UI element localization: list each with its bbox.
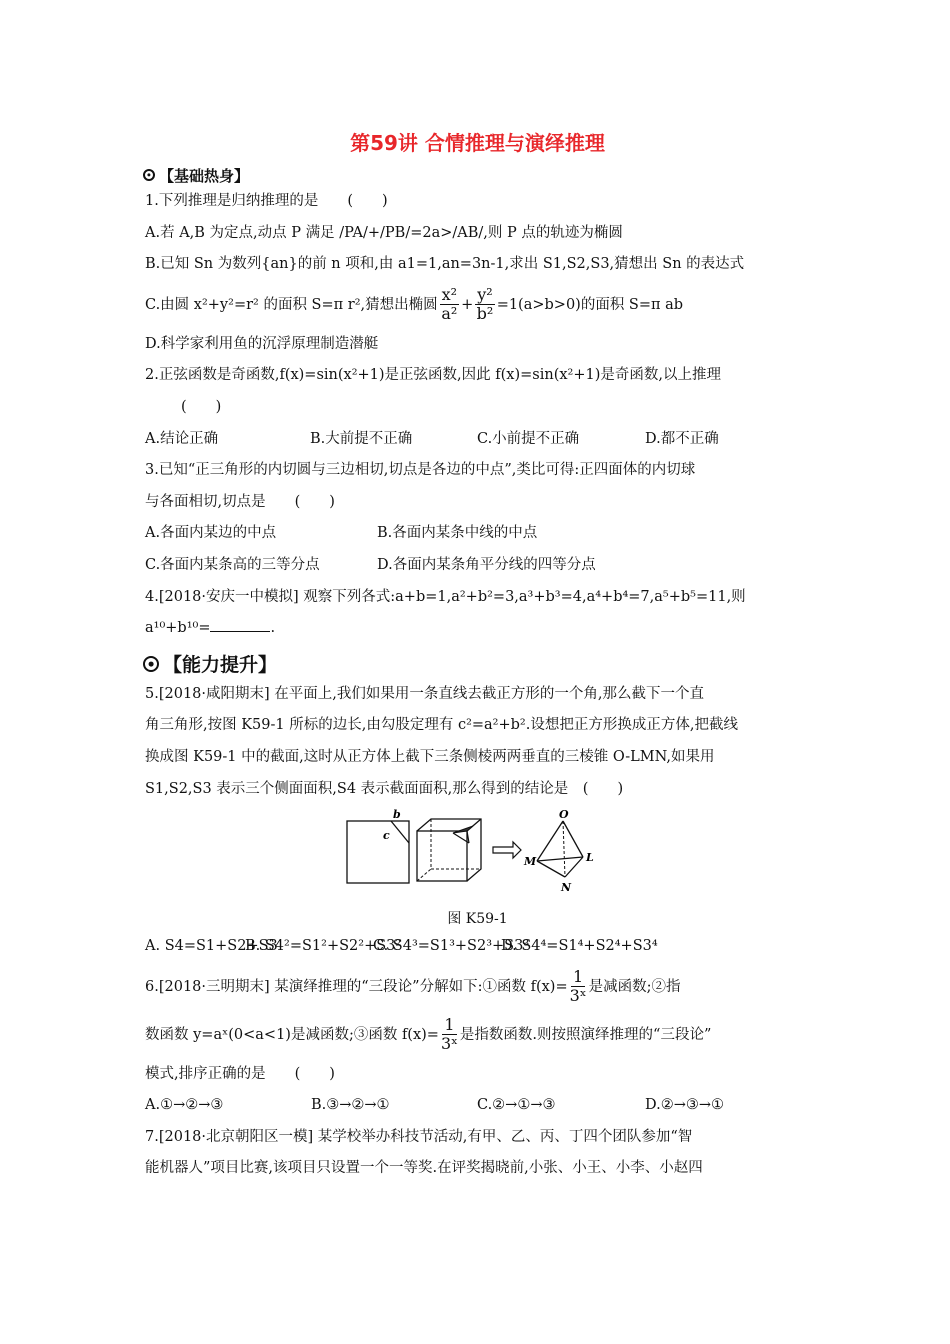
label-c: c — [383, 829, 390, 843]
section-heading: 【能力提升】 — [163, 654, 278, 677]
cube-hidden-edge — [417, 869, 431, 881]
edge-ml — [537, 857, 583, 861]
edge-on — [563, 821, 565, 877]
q3-options-row2 — [145, 550, 810, 582]
answer-blank — [210, 617, 270, 632]
cube-front — [417, 831, 467, 881]
worksheet-page — [145, 128, 810, 1185]
q3-option-b: B.各面内某条中线的中点 — [377, 525, 538, 542]
denominator: a² — [441, 304, 458, 324]
q3-stem-line1: 3.已知“正三角形的内切圆与三边相切,切点是各边的中点”,类比可得:正四面体的内切球 — [145, 462, 696, 479]
q1-option-a: A.若 A,B 为定点,动点 P 满足 /PA/+/PB/=2a>/AB/,则 P 点的轨迹为椭圆 — [145, 224, 623, 241]
q1-option-d: D.科学家利用鱼的沉浮原理制造潜艇 — [145, 335, 379, 352]
plus-sign: + — [461, 296, 474, 313]
section-basic-warmup — [143, 164, 810, 186]
cube-hidden-edges — [431, 819, 481, 869]
fraction — [570, 968, 587, 1005]
q6-stem-line3: 模式,排序正确的是 ( ) — [145, 1065, 335, 1082]
label-l: L — [586, 851, 594, 865]
edge-om — [537, 821, 563, 861]
figure-caption: 图 K59-1 — [447, 911, 508, 928]
fraction — [475, 286, 494, 323]
q3-stem-line2: 与各面相切,切点是 ( ) — [145, 493, 335, 510]
q6-text-tail: 是减函数;②指 — [588, 978, 681, 995]
numerator: 1 — [573, 967, 584, 987]
q5-option-d: D. S4⁴=S1⁴+S2⁴+S3⁴ — [501, 938, 658, 955]
section-heading: 【基础热身】 — [159, 166, 250, 185]
target-bullet-icon — [143, 656, 159, 672]
q6-stem-line1 — [145, 963, 810, 1011]
q7-stem-line1: 7.[2018·北京朝阳区一模] 某学校举办科技节活动,有甲、乙、丙、丁四个团队参加“智 — [145, 1128, 693, 1145]
q5-stem-line1: 5.[2018·咸阳期末] 在平面上,我们如果用一条直线去截正方形的一个角,那么截下一个直 — [145, 685, 704, 702]
q1-option-c-text: C.由圆 x²+y²=r² 的面积 S=π r²,猜想出椭圆 — [145, 296, 438, 313]
q3-option-c: C.各面内某条高的三等分点 — [145, 556, 320, 573]
numerator: 1 — [444, 1015, 455, 1035]
q3-option-d: D.各面内某条角平分线的四等分点 — [377, 556, 596, 573]
q2-option-c: C.小前提不正确 — [477, 430, 580, 447]
cube-back — [417, 819, 481, 881]
section-ability-boost — [143, 649, 810, 679]
q4-stem-line2 — [145, 613, 810, 645]
q6-text: 数函数 y=aˣ(0<a<1)是减函数;③函数 f(x)= — [145, 1026, 439, 1043]
q6-stem-line2 — [145, 1011, 810, 1059]
fraction — [441, 1016, 458, 1053]
q2-options — [145, 424, 810, 456]
q6-text: 6.[2018·三明期末] 某演绎推理的“三段论”分解如下:①函数 f(x)= — [145, 978, 568, 995]
q6-option-b: B.③→②→① — [311, 1097, 390, 1114]
q5-stem-line2: 角三角形,按图 K59-1 所标的边长,由勾股定理有 c²=a²+b².设想把正方形换成正方体,把截线 — [145, 717, 738, 734]
arrow-right-icon — [493, 842, 521, 858]
q5-option-c: C. S4³=S1³+S2³+S3³ — [373, 938, 530, 955]
q2-paren: ( ) — [181, 398, 222, 415]
q1-stem: 1.下列推理是归纳推理的是 ( ) — [145, 193, 388, 209]
denominator: 3ˣ — [440, 1034, 458, 1054]
q7-stem-line2: 能机器人”项目比赛,该项目只设置一个一等奖.在评奖揭晓前,小张、小王、小李、小赵四 — [145, 1160, 703, 1177]
q2-option-b: B.大前提不正确 — [310, 430, 413, 447]
fraction — [440, 286, 459, 323]
geometry-figure — [345, 809, 615, 909]
q5-option-b: B. S4²=S1²+S2²+S3² — [245, 938, 402, 955]
q6-option-d: D.②→③→① — [645, 1097, 725, 1114]
page-title: 第59讲 合情推理与演绎推理 — [350, 131, 605, 155]
q4-expression: a¹⁰+b¹⁰= — [145, 620, 211, 637]
q2-stem: 2.正弦函数是奇函数,f(x)=sin(x²+1)是正弦函数,因此 f(x)=sin(x²+1)是奇函数,以上推理 — [145, 367, 721, 384]
label-o: O — [559, 809, 569, 822]
q1-option-b: B.已知 Sn 为数列{an}的前 n 项和,由 a1=1,an=3n-1,求出 S1,S2,S3,猜想出 Sn 的表达式 — [145, 256, 745, 273]
cut-line — [391, 821, 409, 843]
q5-options — [145, 931, 810, 963]
edge-ol — [563, 821, 583, 857]
numerator: x² — [441, 285, 458, 305]
q5-stem-line4: S1,S2,S3 表示三个侧面面积,S4 表示截面面积,那么得到的结论是 ( ) — [145, 780, 624, 797]
numerator: y² — [477, 285, 493, 305]
edge-ln — [565, 857, 583, 877]
q3-option-a: A.各面内某边的中点 — [145, 525, 277, 542]
square-shape — [347, 821, 409, 883]
denominator: b² — [476, 304, 494, 324]
figure-k59-1 — [145, 809, 810, 909]
q2-option-d: D.都不正确 — [645, 430, 719, 447]
q6-option-a: A.①→②→③ — [145, 1097, 224, 1114]
q6-text-tail: 是指数函数.则按照演绎推理的“三段论” — [459, 1026, 712, 1043]
q1-option-c — [145, 281, 810, 329]
target-bullet-icon — [143, 169, 155, 181]
q2-option-a: A.结论正确 — [145, 430, 219, 447]
q1-option-c-tail: =1(a>b>0)的面积 S=π ab — [496, 296, 684, 313]
q6-options — [145, 1090, 810, 1122]
q6-option-c: C.②→①→③ — [477, 1097, 556, 1114]
edge-mn — [537, 861, 565, 877]
q3-options-row1 — [145, 518, 810, 550]
q5-option-a: A. S4=S1+S2+S3 — [145, 938, 278, 955]
label-b: b — [393, 809, 401, 822]
label-n: N — [561, 881, 572, 895]
q4-stem-line1: 4.[2018·安庆一中模拟] 观察下列各式:a+b=1,a²+b²=3,a³+b³=4,a⁴+b⁴=7,a⁵+b⁵=11,则 — [145, 588, 746, 605]
cut-section — [453, 826, 473, 833]
denominator: 3ˣ — [569, 986, 587, 1006]
q5-stem-line3: 换成图 K59-1 中的截面,这时从正方体上截下三条侧棱两两垂直的三棱锥 O-LMN,如果用 — [145, 748, 715, 765]
q4-period: . — [270, 620, 276, 637]
label-m: M — [524, 855, 537, 869]
